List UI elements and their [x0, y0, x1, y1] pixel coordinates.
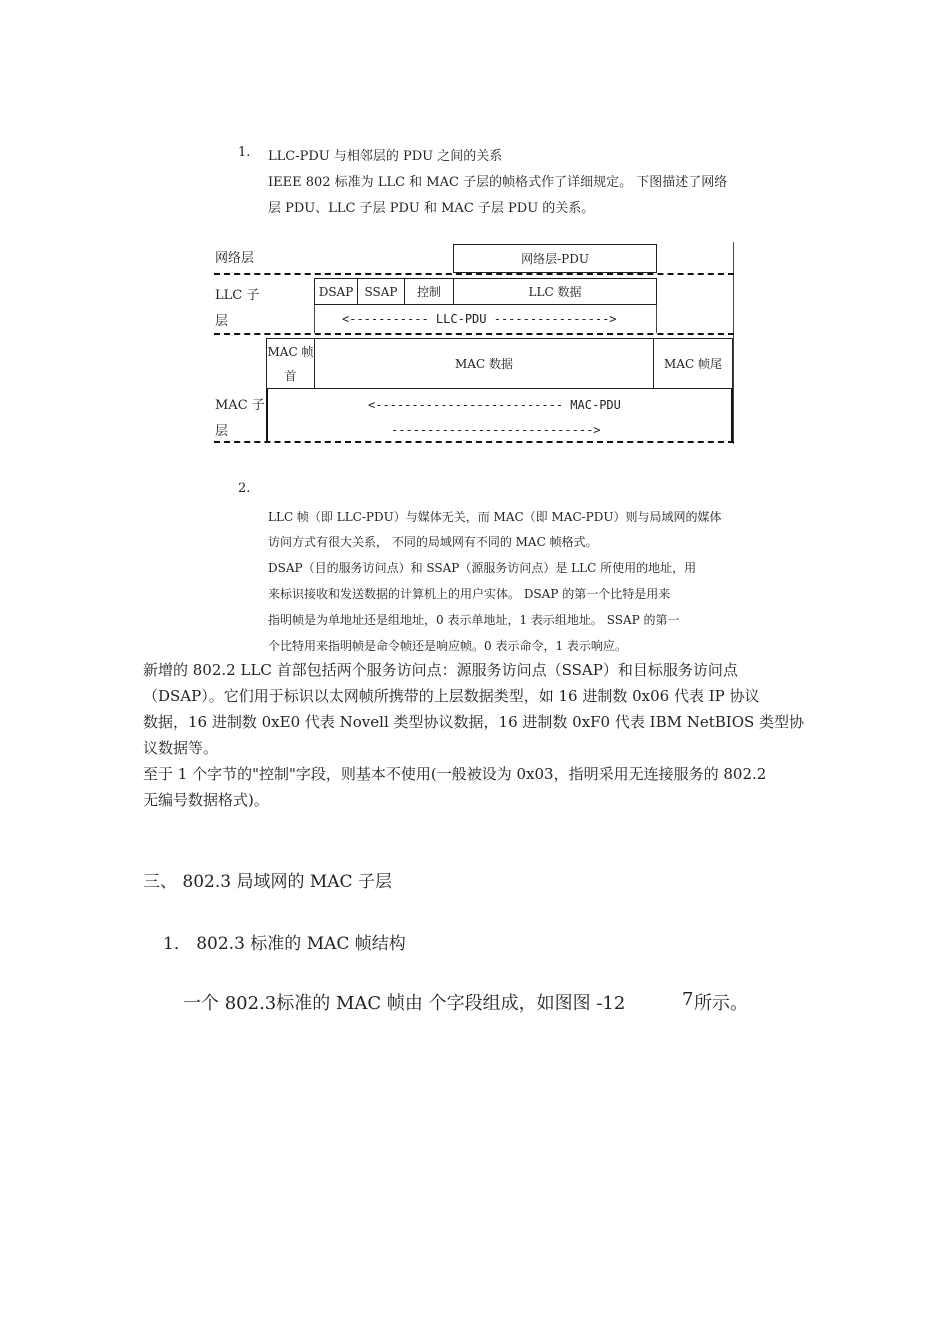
network-pdu-box: 网络层-PDU [453, 244, 657, 273]
mac-frame-intro: 一个 802.3标准的 MAC 帧由 个字段组成，如图图 -12 [183, 993, 626, 1014]
paragraph-line: 至于 1 个字节的"控制"字段，则基本不使用(一般被设为 0x03，指明采用无连接服务的 802.2 [143, 765, 767, 783]
section2-line: 指明帧是为单地址还是组地址，0 表示单地址，1 表示组地址。 SSAP 的第一 [268, 613, 680, 627]
section2-line: 个比特用来指明帧是命令帧还是响应帧。0 表示命令，1 表示响应。 [268, 639, 627, 653]
divider-llc-mac [214, 333, 734, 335]
llc-pdu-arrow: <----------- LLC-PDU ----------------> [342, 312, 617, 326]
figure-number-overlap: 7 [682, 989, 694, 1010]
section2-line: 访问方式有很大关系， 不同的局域网有不同的 MAC 帧格式。 [268, 535, 598, 549]
section1-line1: IEEE 802 标准为 LLC 和 MAC 子层的帧格式作了详细规定。 下图描述了网络 [268, 175, 728, 190]
paragraph-line: 议数据等。 [143, 739, 219, 757]
dsap-field: DSAP [314, 278, 358, 305]
llc-layer-label [215, 283, 265, 335]
section2-number: 2. [238, 481, 251, 496]
llc-pdu-right-bound [656, 305, 657, 333]
section1-title: LLC-PDU 与相邻层的 PDU 之间的关系 [268, 149, 503, 164]
control-field: 控制 [404, 278, 454, 305]
heading-subsection-3-1: 1． 802.3 标准的 MAC 帧结构 [163, 934, 406, 954]
mac-pdu-arrow-2: ----------------------------> [391, 423, 601, 437]
divider-bottom [214, 441, 734, 443]
divider-network-llc [214, 273, 734, 275]
heading-section-3: 三、 802.3 局域网的 MAC 子层 [143, 872, 392, 892]
llc-layer-label-line1: LLC 子 [215, 288, 260, 303]
section2-line: 来标识接收和发送数据的计算机上的用户实体。 DSAP 的第一个比特是用来 [268, 587, 671, 601]
llc-data-field: LLC 数据 [453, 278, 657, 305]
mac-pdu-arrow-1: <-------------------------- MAC-PDU [368, 398, 621, 412]
mac-header-line2: 首 [284, 368, 297, 383]
mac-pdu-left-bound [266, 389, 268, 442]
network-layer-label: 网络层 [215, 251, 255, 266]
mac-layer-label-line2: 层 [215, 424, 229, 439]
paragraph-line: 数据，16 进制数 0xE0 代表 Novell 类型协议数据，16 进制数 0xF0 代表 IBM NetBIOS 类型协 [143, 713, 805, 731]
section1-number: 1. [238, 145, 251, 160]
paragraph-line: 无编号数据格式)。 [143, 791, 269, 809]
llc-pdu-left-bound [314, 305, 315, 333]
mac-layer-label [215, 393, 265, 445]
llc-layer-label-line2: 层 [215, 314, 229, 329]
mac-layer-label-line1: MAC 子 [215, 398, 265, 413]
section2-line: DSAP（目的服务访问点）和 SSAP（源服务访问点）是 LLC 所使用的地址，用 [268, 561, 697, 575]
paragraph-line: 新增的 802.2 LLC 首部包括两个服务访问点：源服务访问点（SSAP）和目标服务访问点 [143, 661, 738, 679]
paragraph-line: （DSAP）。它们用于标识以太网帧所携带的上层数据类型，如 16 进制数 0x06 代表 IP 协议 [143, 687, 760, 705]
section2-line: LLC 帧（即 LLC-PDU）与媒体无关，而 MAC（即 MAC-PDU）则与局域网的媒体 [268, 510, 722, 524]
mac-pdu-right-bound [731, 389, 733, 442]
ssap-field: SSAP [357, 278, 405, 305]
mac-trailer-field: MAC 帧尾 [653, 338, 733, 389]
mac-header-line1: MAC 帧 [267, 344, 314, 359]
mac-data-field: MAC 数据 [314, 338, 654, 389]
mac-header-field [266, 338, 315, 389]
mac-frame-intro-end: 所示。 [694, 993, 748, 1014]
section1-line2: 层 PDU、LLC 子层 PDU 和 MAC 子层 PDU 的关系。 [268, 201, 595, 216]
